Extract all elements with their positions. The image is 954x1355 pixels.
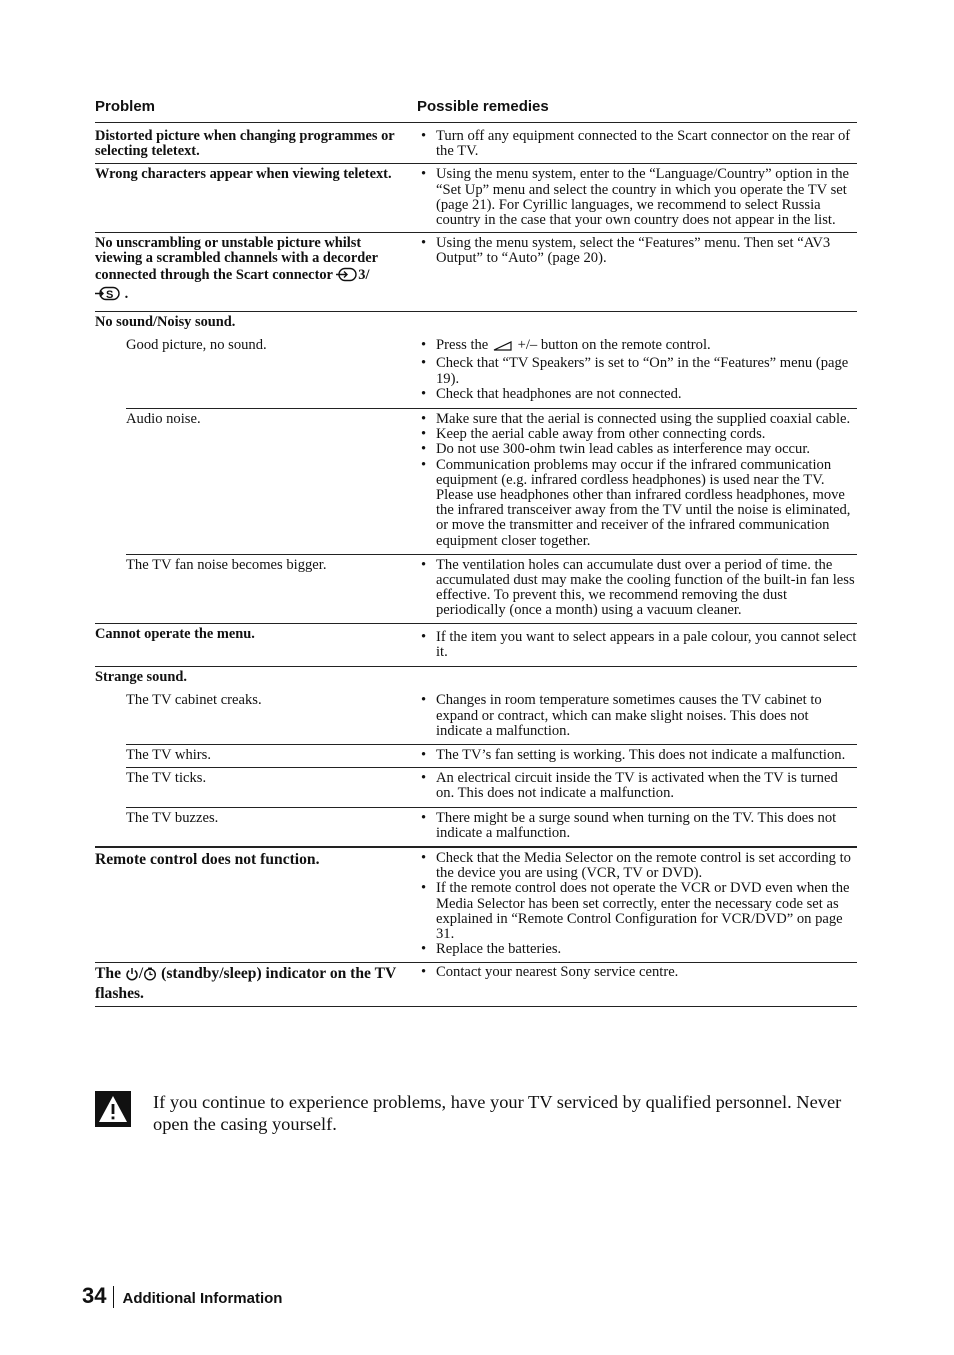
remedy-item: • Make sure that the aerial is connected using the supplied coaxial cable. xyxy=(417,412,857,427)
problem-cell: Audio noise. xyxy=(126,411,201,428)
section-heading: No sound/Noisy sound. xyxy=(95,314,236,331)
problem-cell xyxy=(95,965,417,1002)
header-problem: Problem xyxy=(95,98,156,115)
warning-triangle-icon xyxy=(95,1091,153,1135)
table-row xyxy=(126,807,857,846)
table-row xyxy=(95,846,857,963)
table-row xyxy=(126,408,857,554)
remedy-item: • The TV’s fan setting is working. This does not indicate a malfunction. xyxy=(417,748,857,763)
remedy-item: • An electrical circuit inside the TV is activated when the TV is turned on. This does not indicate a malfunction. xyxy=(417,771,857,801)
sleep-timer-icon xyxy=(143,967,157,985)
scart-s-video-icon xyxy=(95,286,121,305)
problem-text: (standby/sleep) indicator on the TV flashes. xyxy=(95,965,396,1003)
remedy-item: • There might be a surge sound when turning on the TV. This does not indicate a malfunction. xyxy=(417,811,857,841)
remedy-item: • Keep the aerial cable away from other connecting cords. xyxy=(417,427,857,442)
table-row xyxy=(95,963,857,1007)
table-row xyxy=(95,164,857,233)
remedy-item: • The ventilation holes can accumulate dust over a period of time. the accumulated dust may make the cooling function of the built-in fan less effective. To prevent this, we recommend removing the dust periodically (once a month) using a vacuum cleaner. xyxy=(417,558,857,619)
table-row xyxy=(95,693,857,744)
problem-suffix: 3/ xyxy=(358,266,370,283)
footer-section-label: Additional Information xyxy=(122,1290,283,1307)
remedy-item: • Using the menu system, enter to the “Language/Country” option in the “Set Up” menu and select the country in which you operate the TV set (page 21). For Cyrillic languages, we recommend to select Russia country in the case that your own country does not appear in the list. xyxy=(417,167,857,228)
remedy-item: • Check that the Media Selector on the remote control is set according to the device you are using (VCR, TV or DVD). xyxy=(417,851,857,881)
remedy-item: • Check that “TV Speakers” is set to “On” in the “Features” menu (page 19). xyxy=(417,356,857,386)
table-header xyxy=(95,96,857,123)
problem-cell: Remote control does not function. xyxy=(95,850,320,868)
remedy-text: Press the xyxy=(436,337,489,354)
troubleshooting-table xyxy=(95,96,857,1007)
remedy-item: • Changes in room temperature sometimes causes the TV cabinet to expand or contract, which can make slight noises. This does not indicate a malfunction. xyxy=(417,693,857,739)
table-row xyxy=(95,623,857,667)
table-row xyxy=(95,123,857,164)
remedy-item: • If the remote control does not operate the VCR or DVD even when the Media Selector has been set correctly, enter the necessary code set as explained in “Remote Control Configuration for VCR/DVD” on page 31. xyxy=(417,881,857,942)
table-row xyxy=(126,554,857,623)
remedy-item xyxy=(417,338,857,356)
problem-text: The xyxy=(95,965,121,983)
remedy-item: • Do not use 300-ohm twin lead cables as interference may occur. xyxy=(417,442,857,457)
problem-cell: Wrong characters appear when viewing teletext. xyxy=(95,166,392,183)
remedy-item: • Using the menu system, select the “Features” menu. Then set “AV3 Output” to “Auto” (page 20). xyxy=(417,236,857,266)
page-footer xyxy=(82,1284,282,1308)
problem-slash: / xyxy=(138,965,144,983)
remedy-item: • Turn off any equipment connected to the Scart connector on the rear of the TV. xyxy=(417,129,857,159)
problem-cell: Distorted picture when changing programmes or selecting teletext. xyxy=(95,128,395,160)
remedy-item: • Replace the batteries. xyxy=(417,942,857,957)
problem-cell: The TV ticks. xyxy=(126,770,207,787)
problem-suffix: . xyxy=(124,285,129,302)
svg-text:S: S xyxy=(106,288,114,301)
problem-cell: The TV whirs. xyxy=(126,746,211,763)
remedy-item: • Check that headphones are not connected. xyxy=(417,387,857,402)
remedy-text: +/– button on the remote control. xyxy=(517,337,711,354)
table-section xyxy=(95,667,857,846)
remedy-item: • Communication problems may occur if the infrared communication equipment (e.g. infrared cordless headphones) is used near the TV. Please use headphones other than infrared cordless headphones, move the infrared transceiver away from the TV until the noise is eliminated, or move the transmitter and receiver of the infrared communication equipment closer together. xyxy=(417,458,857,549)
table-row xyxy=(126,767,857,806)
remedy-item: • If the item you want to select appears in a pale colour, you cannot select it. xyxy=(417,630,857,660)
scart-input-icon xyxy=(336,267,358,286)
problem-cell: Cannot operate the menu. xyxy=(95,625,255,642)
problem-text: No unscrambling or unstable picture whilst viewing a scrambled channels with a decorder connected through the Scart connector xyxy=(95,235,378,283)
problem-cell xyxy=(95,236,417,305)
volume-icon xyxy=(492,340,514,356)
table-row xyxy=(95,338,857,408)
problem-cell: The TV buzzes. xyxy=(126,809,219,826)
problem-cell: Good picture, no sound. xyxy=(126,337,267,354)
header-remedies: Possible remedies xyxy=(417,98,549,115)
table-row xyxy=(126,744,857,767)
remedy-item: • Contact your nearest Sony service centre. xyxy=(417,965,857,980)
problem-cell: The TV fan noise becomes bigger. xyxy=(126,556,327,573)
warning-note xyxy=(95,1091,857,1135)
page-number: 34 xyxy=(82,1283,107,1308)
warning-text: If you continue to experience problems, have your TV serviced by qualified personnel. Never open the casing yourself. xyxy=(153,1092,842,1134)
footer-divider xyxy=(113,1286,114,1308)
section-heading: Strange sound. xyxy=(95,669,187,686)
problem-cell: The TV cabinet creaks. xyxy=(126,692,262,709)
standby-icon xyxy=(125,967,139,985)
table-section xyxy=(95,312,857,623)
table-row xyxy=(95,233,857,312)
